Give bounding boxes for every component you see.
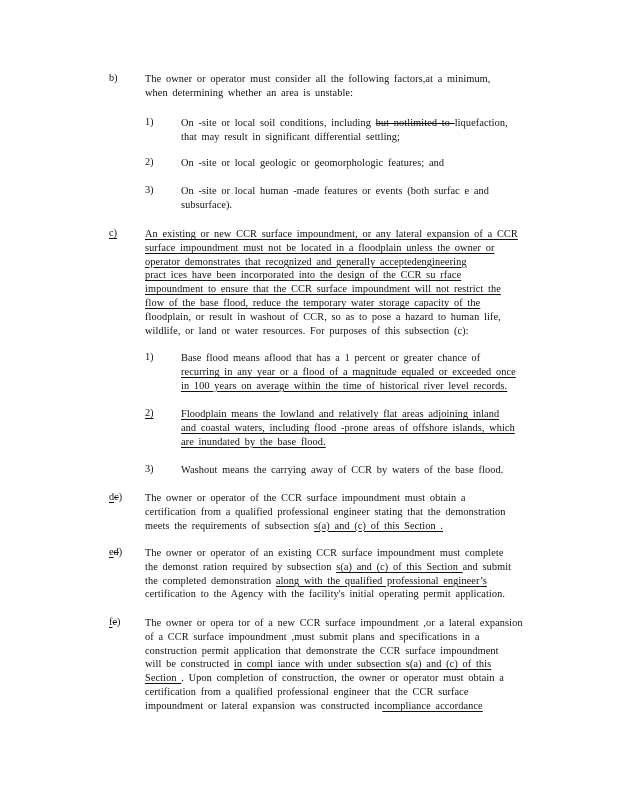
paragraph-f-text <box>145 617 540 714</box>
text-run: On -site or local soil conditions, including <box>181 118 376 129</box>
inserted-text-line: Floodplain means the lowland and relatively flat areas adjoining inland <box>181 409 500 420</box>
sub-item-label: 2) <box>145 157 154 168</box>
text-line: that may result in significant differential settling; <box>181 131 400 143</box>
item-label-b: b) <box>109 73 118 84</box>
inserted-text-line: and coastal waters, including flood -prone areas of offshore islands, which <box>181 422 515 434</box>
text-line: wildlife, or land or water resources. For purposes of this subsection (c): <box>145 325 469 337</box>
item-label-e: ed) <box>109 547 123 558</box>
sub-item-label: 1) <box>145 117 154 128</box>
paragraph-b-text <box>145 73 540 101</box>
paragraph-d-text <box>145 492 540 533</box>
text-run: will be constructed <box>145 659 234 671</box>
text-line: The owner or opera tor of a new CCR surface impoundment ,or a lateral expansion <box>145 618 523 629</box>
sub-item-label: 3) <box>145 464 154 475</box>
inserted-text: s(a) and (c) of this Section . <box>313 520 444 532</box>
struck-text: but notlimited to <box>375 118 455 129</box>
inserted-text: compliance accordance <box>382 700 483 712</box>
item-label-d: dc) <box>109 492 123 503</box>
sub-item-b2 <box>181 157 537 171</box>
inserted-text: in compl iance with under subsection <box>233 659 406 671</box>
text-line: On -site or local human -made features or events (both surfac e and <box>181 186 490 197</box>
inserted-text-line: operator demonstrates that recognized and generally acceptedengineering <box>145 256 467 268</box>
sub-item-label: 2) <box>145 408 154 419</box>
inserted-text-line: in 100 years on average within the time of historical river level records. <box>181 380 508 392</box>
text-line: The owner or operator of the CCR surface impoundment must obtain a <box>145 493 466 504</box>
inserted-text-line: flow of the base flood, reduce the temporary water storage capacity of the <box>145 297 481 309</box>
text-line: certification from a qualified professional engineer stating that the demonstration <box>145 506 506 518</box>
paragraph-c-text <box>145 228 540 338</box>
text-line: construction permit application that demonstrate the CCR surface impoundment <box>145 645 499 657</box>
text-line: Washout means the carrying away of CCR by waters of the base flood. <box>181 465 504 476</box>
paragraph-e-text <box>145 547 540 602</box>
inserted-text-line: are inundated by the base flood. <box>181 436 326 448</box>
text-run: the demonst ration required by subsection <box>145 561 337 573</box>
text-line: The owner or operator of an existing CCR surface impoundment must complete <box>145 548 504 559</box>
text-line: certification to the Agency with the facility's initial operating permit application. <box>145 589 506 601</box>
inserted-text: along with the qualified professional engineer’s <box>275 575 487 587</box>
text-run: impoundment or lateral expansion was constructed in <box>145 700 383 712</box>
sub-item-label: 3) <box>145 185 154 196</box>
text-run: liquefaction, <box>454 118 508 129</box>
text-line: subsurface). <box>181 199 233 211</box>
text-run: the completed demonstration <box>145 575 276 587</box>
text-line: when determining whether an area is unstable: <box>145 87 354 99</box>
sub-item-c2 <box>181 408 537 449</box>
inserted-text: s(a) and (c) of this <box>405 659 492 671</box>
text-line: of a CCR surface impoundment ,must submit plans and specifications in a <box>145 631 480 643</box>
inserted-text-line: impoundment to ensure that the CCR surface impoundment will not restrict the <box>145 284 501 296</box>
inserted-text-line: surface impoundment must not be located in a floodplain unless the owner or <box>145 242 495 254</box>
sub-item-c1 <box>181 352 537 393</box>
sub-item-b3 <box>181 185 537 213</box>
text-line: certification from a qualified professional engineer that the CCR surface <box>145 686 469 698</box>
text-line: floodplain, or result in washout of CCR, so as to pose a hazard to human life, <box>145 311 501 323</box>
text-line: Base flood means aflood that has a 1 percent or greater chance of <box>181 353 481 364</box>
text-run: meets the requirements of subsection <box>145 520 314 532</box>
inserted-text-line: An existing or new CCR surface impoundment, or any lateral expansion of a CCR <box>145 229 518 240</box>
text-line: On -site or local geologic or geomorphologic features; and <box>181 158 445 169</box>
sub-item-label: 1) <box>145 352 154 363</box>
item-label-c: c) <box>109 228 117 239</box>
inserted-text: s(a) and (c) of this Section <box>336 561 463 573</box>
inserted-text: Section <box>145 673 182 685</box>
text-line: The owner or operator must consider all the following factors,at a minimum, <box>145 74 491 85</box>
text-run: . Upon completion of construction, the owner or operator must obtain a <box>181 673 504 685</box>
inserted-text-line: pract ices have been incorporated into the design of the CCR su rface <box>145 270 462 282</box>
item-label-f: fe) <box>109 617 121 628</box>
inserted-text-line: recurring in any year or a flood of a magnitude equaled or exceeded once <box>181 366 516 378</box>
sub-item-c3 <box>181 464 537 478</box>
sub-item-b1 <box>181 117 537 145</box>
text-run: and submit <box>462 561 512 573</box>
